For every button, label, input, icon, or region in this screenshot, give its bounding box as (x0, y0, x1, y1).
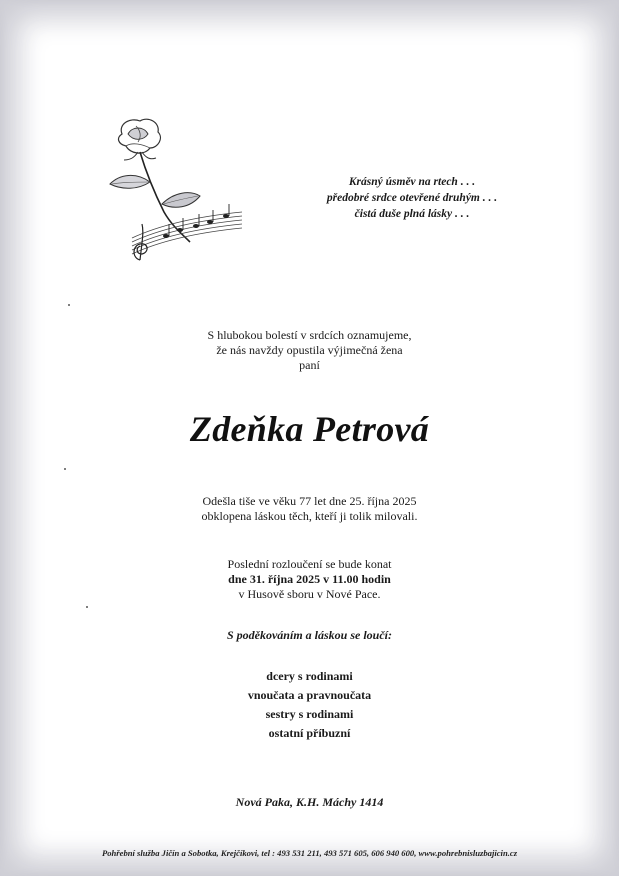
death-notice (0, 494, 619, 524)
motto-verse (300, 174, 524, 222)
funeral-service-footer: Pohřební služba Jičín a Sobotka, Krejčíkovi, tel : 493 531 211, 493 571 605, 606 940 600, www.pohrebnisluzbajicin.cz (101, 848, 518, 858)
funeral-line-1: Poslední rozloučení se bude konat (227, 557, 392, 571)
mourner-item: ostatní příbuzní (268, 726, 351, 740)
mourner-item: dcery s rodinami (266, 669, 353, 683)
died-line-1: Odešla tiše ve věku 77 let dne 25. října 2025 (202, 494, 417, 508)
funeral-place: v Husově sboru v Nové Pace. (238, 587, 381, 601)
scan-speck (86, 606, 88, 608)
mourner-item: vnoučata a pravnoučata (247, 688, 372, 702)
mourner-item: sestry s rodinami (265, 707, 354, 721)
scan-speck (68, 304, 70, 306)
motto-line-3: čistá duše plná lásky . . . (354, 208, 470, 220)
farewell-heading: S poděkováním a láskou se loučí: (226, 628, 392, 642)
scan-speck (64, 468, 66, 470)
family-address: Nová Paka, K.H. Máchy 1414 (235, 795, 384, 809)
rose-with-music-staff-icon (92, 112, 254, 262)
funeral-date-time: dne 31. října 2025 v 11.00 hodin (228, 572, 391, 586)
funeral-info (0, 557, 619, 602)
intro-line-1: S hlubokou bolestí v srdcích oznamujeme, (207, 328, 412, 342)
intro-line-3: paní (299, 358, 320, 372)
mourners-list (0, 667, 619, 743)
announcement-intro (0, 328, 619, 373)
intro-line-2: že nás navždy opustila výjimečná žena (216, 343, 403, 357)
died-line-2: obklopena láskou těch, kteří ji tolik milovali. (201, 509, 418, 523)
motto-line-2: předobré srdce otevřené druhým . . . (326, 192, 498, 204)
deceased-name: Zdeňka Petrová (189, 409, 430, 449)
motto-line-1: Krásný úsměv na rtech . . . (348, 176, 476, 188)
